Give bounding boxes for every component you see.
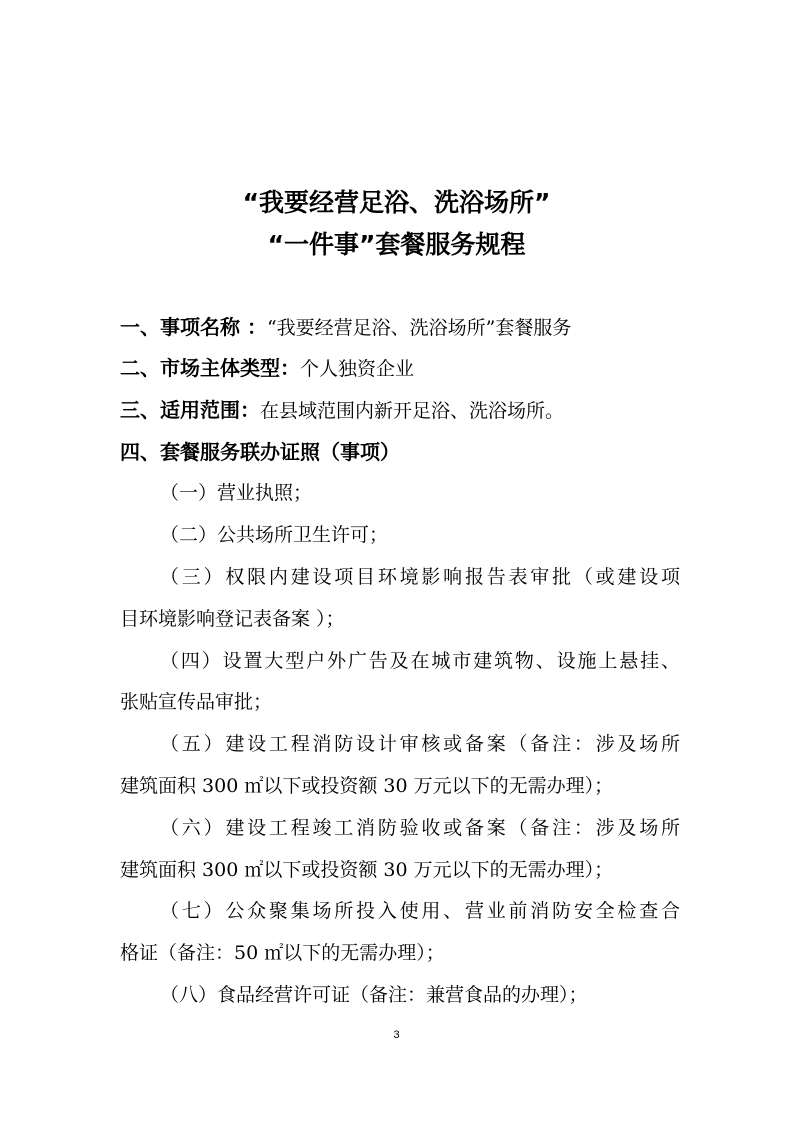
license-item-8: （八）食品经营许可证（备注：兼营食品的办理）； <box>160 984 588 1006</box>
license-item-3-line-2: 目环境影响登记表备案 ）； <box>120 608 345 630</box>
license-item-7-line-2: 格证（备注：50 ㎡以下的无需办理）； <box>120 942 445 964</box>
section-item-name <box>120 313 680 342</box>
section-licenses-heading: 四、套餐服务联办证照（事项） <box>120 440 400 464</box>
section-item-name-value: “我要经营足浴、洗浴场所”套餐服务 <box>266 317 572 339</box>
section-scope <box>120 396 680 425</box>
license-item-2: （二）公共场所卫生许可； <box>160 524 389 546</box>
document-title-line-2: “一件事”套餐服务规程 <box>267 230 526 259</box>
license-item-6-line-2: 建筑面积 300 ㎡以下或投资额 30 万元以下的无需办理）； <box>120 859 614 881</box>
license-item-5-line-2: 建筑面积 300 ㎡以下或投资额 30 万元以下的无需办理）； <box>120 775 614 797</box>
section-entity-type <box>120 354 680 383</box>
license-item-1: （一）营业执照； <box>160 482 313 504</box>
section-item-name-label: 一、事项名称 ： <box>120 315 267 339</box>
license-item-7-line-1: （七）公众聚集场所投入使用、营业前消防安全检查合 <box>160 900 680 922</box>
license-item-3-line-1: （三）权限内建设项目环境影响报告表审批（或建设项 <box>160 566 680 588</box>
section-scope-value: 在县域范围内新开足浴、洗浴场所。 <box>260 400 565 422</box>
section-entity-type-value: 个人独资企业 <box>300 358 415 380</box>
document-title-line-1: “我要经营足浴、洗浴场所” <box>242 188 551 217</box>
license-item-4-line-2: 张贴宣传品审批； <box>120 691 273 713</box>
section-scope-label: 三、适用范围： <box>120 398 260 422</box>
license-item-4-line-1: （四）设置大型户外广告及在城市建筑物、设施上悬挂、 <box>160 650 680 672</box>
page-number: 3 <box>393 1029 400 1041</box>
license-item-5-line-1: （五）建设工程消防设计审核或备案（备注：涉及场所 <box>160 733 680 755</box>
section-entity-type-label: 二、市场主体类型： <box>120 356 300 380</box>
license-item-6-line-1: （六）建设工程竣工消防验收或备案（备注：涉及场所 <box>160 817 680 839</box>
